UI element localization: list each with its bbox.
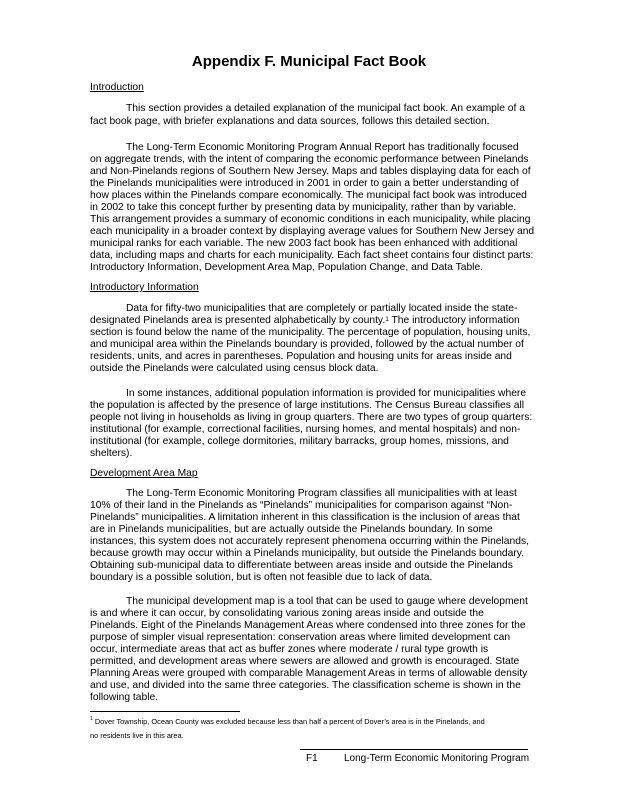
footnote-line: no residents live in this area. <box>90 731 184 740</box>
text-line: This arrangement provides a summary of economic conditions in each municipality, while placing <box>90 214 531 225</box>
text-line: data, including maps and charts for each municipality. Each fact sheet contains four distinct parts: <box>90 250 534 261</box>
text-line: The Long-Term Economic Monitoring Program classifies all municipalities with at least <box>126 488 517 499</box>
text-line: boundary is a possible solution, but is often not feasible due to lack of data. <box>90 572 433 583</box>
footer-page-number: F1 <box>306 753 318 764</box>
text-line: the Pinelands municipalities were introduced in 2001 in order to gain a better understanding of <box>90 178 519 189</box>
text-line: Obtaining sub-municipal data to differentiate between areas inside and outside the Pinelands <box>90 560 513 571</box>
text-line: 10% of their land in the Pinelands as “Pinelands” municipalities for comparison against “Non- <box>90 500 513 511</box>
text-line: fact book page, with briefer explanations and data sources, follows this detailed section. <box>90 116 490 127</box>
text-line: instances, this system does not accurately represent phenomena occurring within the Pinelands, <box>90 536 530 547</box>
page-title: Appendix F. Municipal Fact Book <box>191 53 427 70</box>
text-segment: designated Pinelands area is presented alphabetically by county. <box>90 315 386 326</box>
text-line: and use, and divided into the same three categories. The classification scheme is shown in the <box>90 680 521 691</box>
text-line: This section provides a detailed explanation of the municipal fact book. An example of a <box>126 103 525 114</box>
text-line: occur, intermediate areas that act as buffer zones where moderate / rural type growth is <box>90 644 489 655</box>
section-heading-development-area-map: Development Area Map <box>90 468 198 479</box>
text-line: outside the Pinelands were calculated using census block data. <box>90 363 379 374</box>
text-line: residents, units, and acres in parentheses. Population and housing units for areas inside and <box>90 351 512 362</box>
text-line: section is found below the name of the municipality. The percentage of population, housing units, <box>90 327 531 338</box>
text-line: Introductory Information, Development Area Map, Population Change, and Data Table. <box>90 262 484 273</box>
text-line: following table. <box>90 692 159 703</box>
footer-program-name: Long-Term Economic Monitoring Program <box>344 753 530 764</box>
text-line: Pinelands” municipalities. A limitation inherent in this classification is the inclusion of areas that <box>90 512 520 523</box>
text-line: Pinelands. Eight of the Pinelands Management Areas where condensed into three zones for the <box>90 620 526 631</box>
text-line: and municipal area within the Pinelands boundary is provided, followed by the actual number of <box>90 339 524 350</box>
text-line: people not living in households as living in group quarters. There are two types of group quarters: <box>90 412 533 423</box>
footnote-line <box>90 717 485 726</box>
text-line: is and where it can occur, by consolidating various zoning areas inside and outside the <box>90 608 484 619</box>
text-line: permitted, and development areas where sewers are allowed and growth is encouraged. State <box>90 656 520 667</box>
text-line: In some instances, additional population information is provided for municipalities where <box>126 388 527 399</box>
text-line: are in Pinelands municipalities, but are actually outside the Pinelands boundary. In some <box>90 524 493 535</box>
text-line: on aggregate trends, with the intent of comparing the economic performance between Pinelands <box>90 154 529 165</box>
text-line: municipal ranks for each variable. The new 2003 fact book has been enhanced with additional <box>90 238 518 249</box>
text-line: The Long-Term Economic Monitoring Program Annual Report has traditionally focused <box>126 142 519 153</box>
footer-divider <box>300 749 528 750</box>
footnote-text: Dover Township, Ocean County was excluded because less than half a percent of Dover’s area is in the Pinelands, and <box>94 717 485 726</box>
text-line: Data for fifty-two municipalities that are completely or partially located inside the state- <box>126 303 518 314</box>
text-line: and Non-Pinelands regions of Southern New Jersey. Maps and tables displaying data for each of <box>90 166 531 177</box>
text-line: The municipal development map is a tool that can be used to gauge where development <box>126 596 528 607</box>
text-line: in 2002 to take this concept further by presenting data by municipality, rather than by variable. <box>90 202 517 213</box>
text-line: institutional (for example, correctional facilities, nursing homes, and mental hospitals) and non- <box>90 424 521 435</box>
section-heading-introduction: Introduction <box>90 82 144 93</box>
footnote-marker: 1 <box>90 716 93 722</box>
text-line: because growth may occur within a Pinelands municipality, but outside the Pinelands boundary. <box>90 548 525 559</box>
footnote-reference: 1 <box>385 316 389 323</box>
text-line: each municipality in a broader context by displaying average values for Southern New Jersey and <box>90 226 535 237</box>
text-line: institutional (for example, college dormitories, military barracks, group homes, missions, and <box>90 436 509 447</box>
text-line: purpose of simpler visual representation: conservation areas where limited development can <box>90 632 511 643</box>
text-line: shelters). <box>90 448 133 459</box>
text-line: how places within the Pinelands compare economically. The municipal fact book was introduced <box>90 190 527 201</box>
text-segment: The introductory information <box>388 315 520 326</box>
section-heading-introductory-information: Introductory Information <box>90 282 199 293</box>
text-line-with-footnote <box>90 315 520 327</box>
text-line: the population is affected by the presence of large institutions. The Census Bureau classifies all <box>90 400 525 411</box>
text-line: Planning Areas were grouped with comparable Management Areas in terms of allowable density <box>90 668 528 679</box>
footnote-divider <box>90 711 240 712</box>
